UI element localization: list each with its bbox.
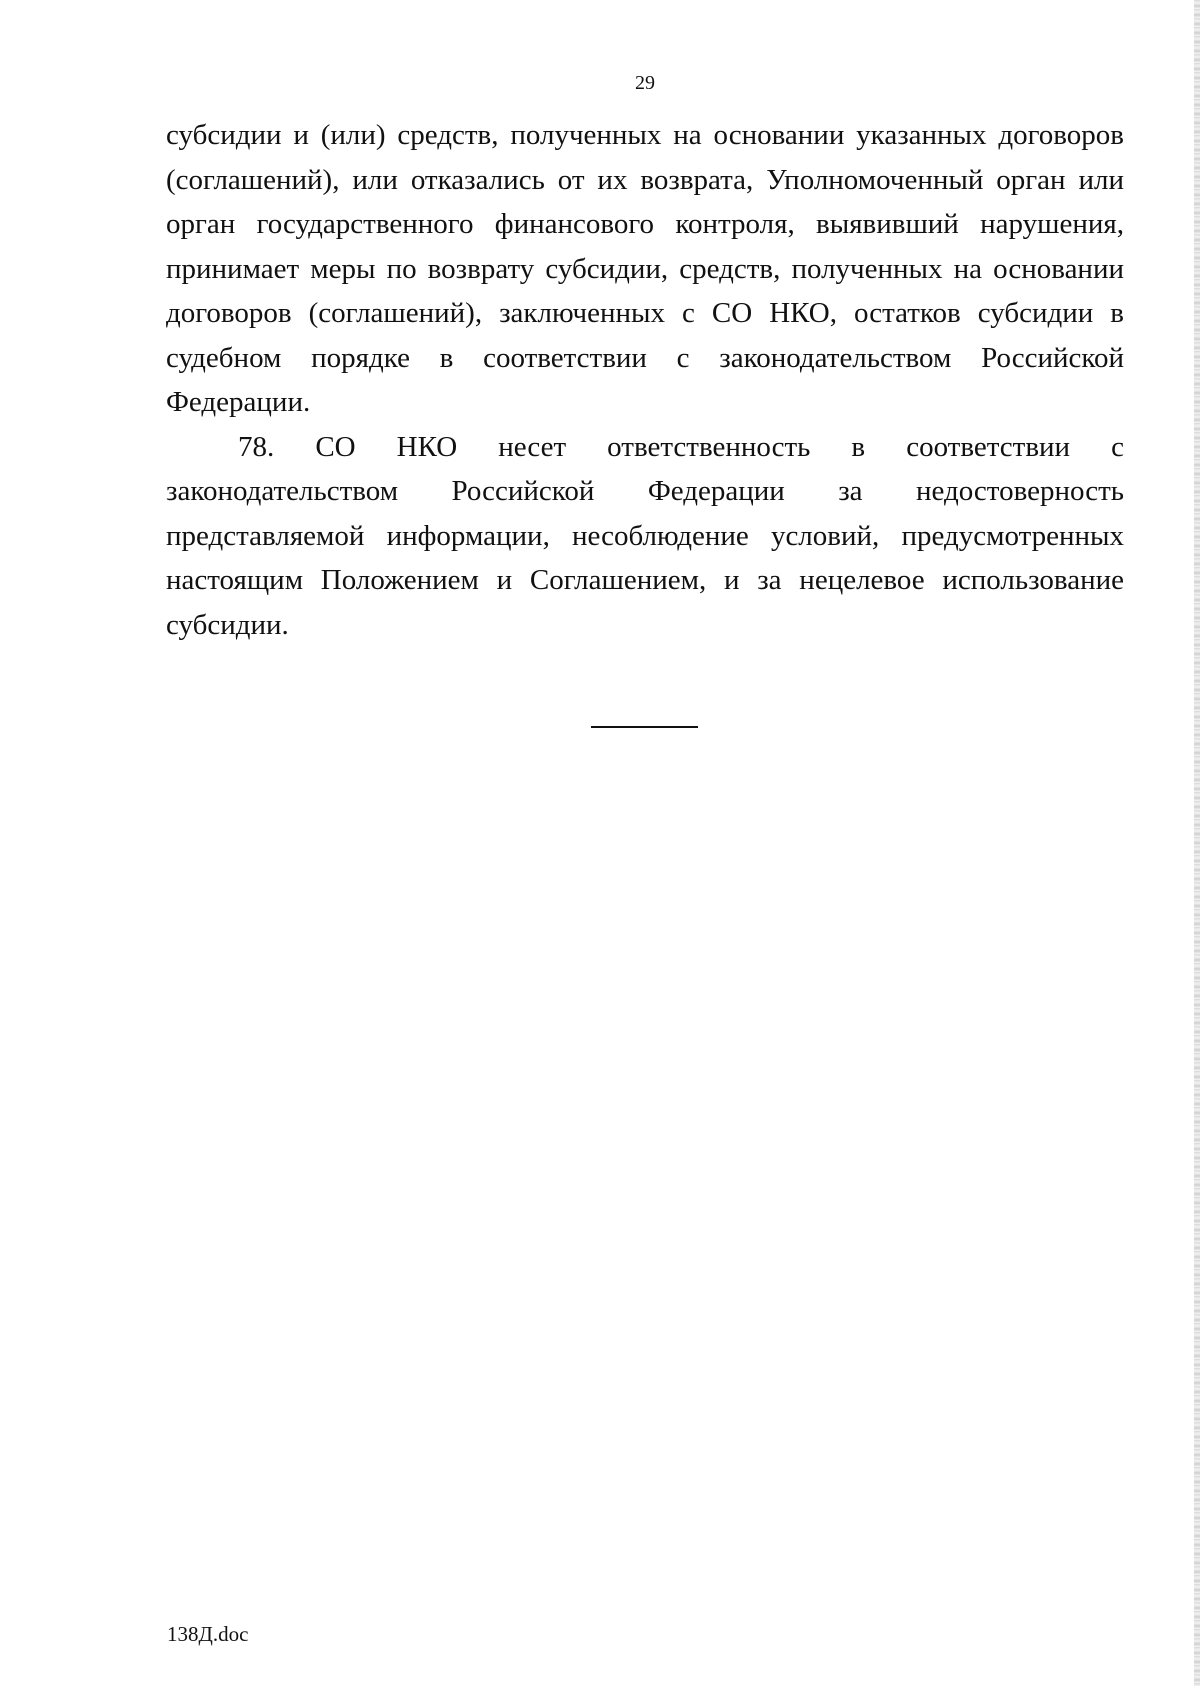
document-body	[166, 113, 1124, 647]
page-number: 29	[635, 72, 655, 94]
footer-filename: 138Д.doc	[167, 1622, 249, 1646]
paragraph-continuation: субсидии и (или) средств, полученных на основании указанных договоров (соглашений), или отказались от их возврата, Уполномоченный орган или орган государственного финансового контроля, выявивший нарушения, принимает меры по возврату субсидии, средств, полученных на основании договоров (соглашений), заключенных с СО НКО, остатков субсидии в судебном порядке в соответствии с законодательством Российской Федерации.	[166, 119, 1124, 418]
paragraph-clause-78: 78. СО НКО несет ответственность в соответствии с законодательством Российской Федерации за недостоверность представляемой информации, несоблюдение условий, предусмотренных настоящим Положением и Соглашением, и за нецелевое использование субсидии.	[166, 430, 1124, 641]
closing-rule-divider	[591, 726, 698, 728]
scan-edge-artifact	[1194, 0, 1200, 1686]
